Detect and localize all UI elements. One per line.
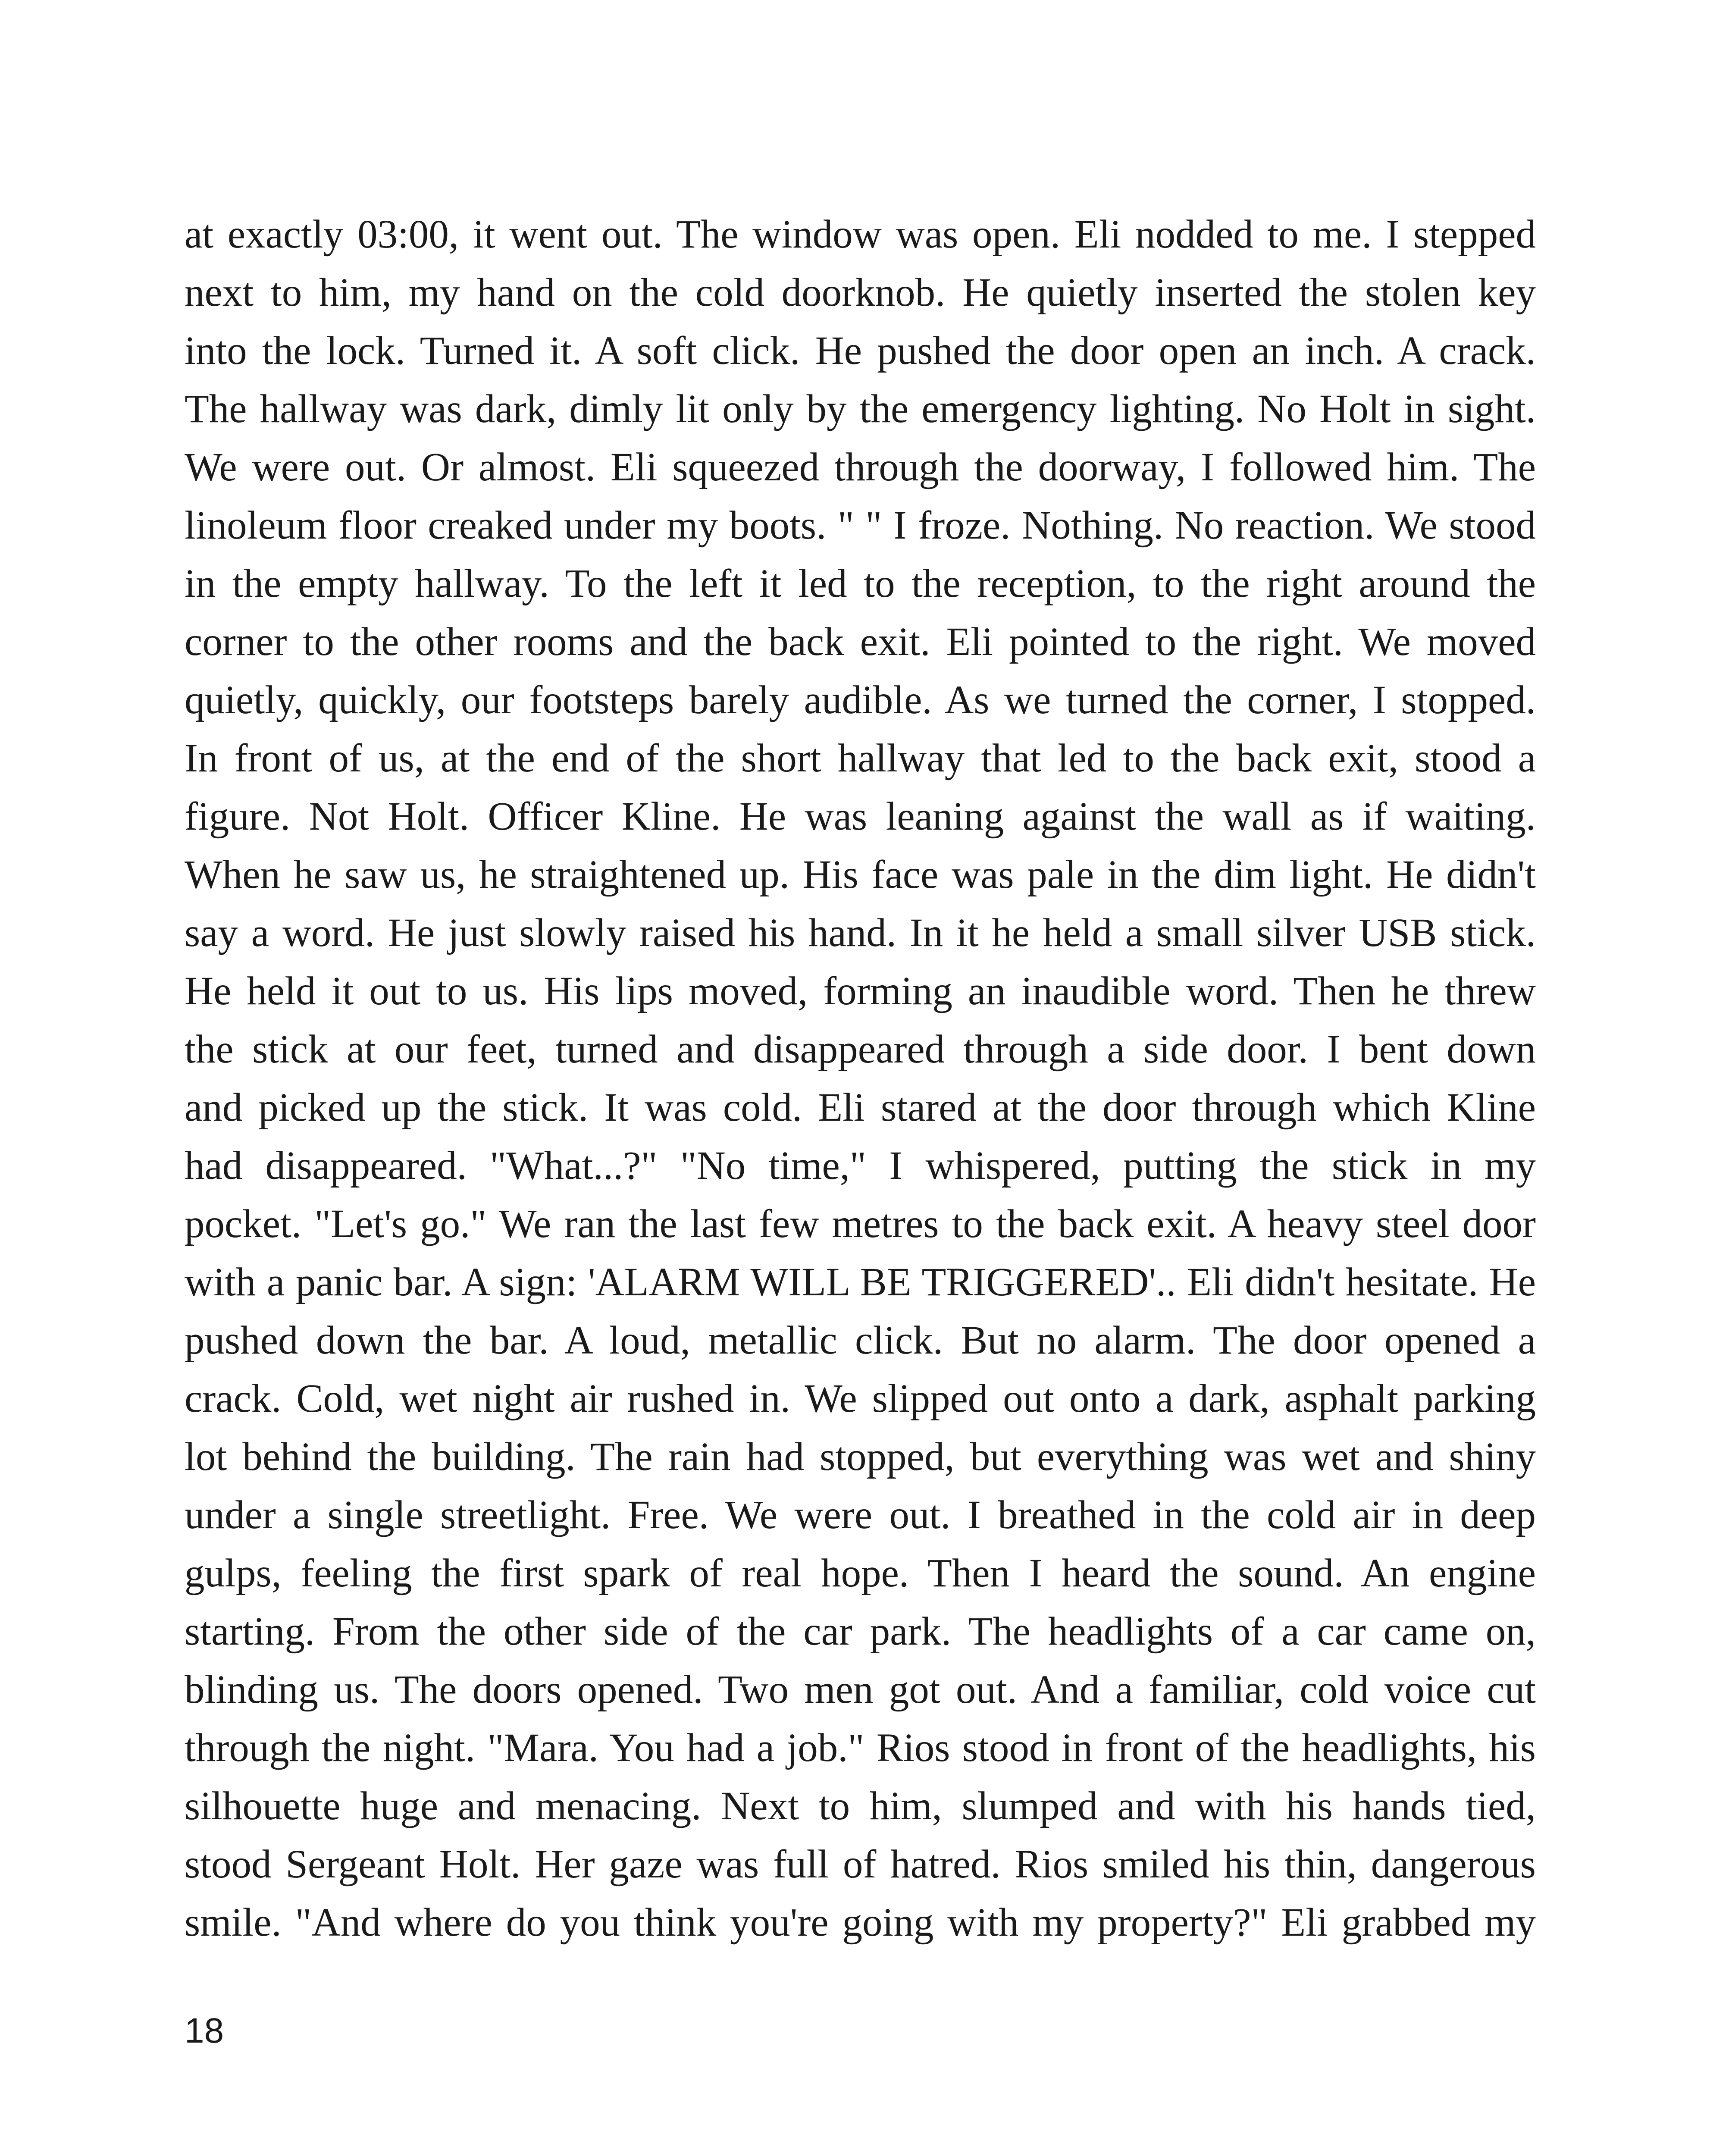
text-line: We were out. Or almost. Eli squeezed through the doorway, I followed him. The	[185, 445, 1536, 489]
text-line: at exactly 03:00, it went out. The window was open. Eli nodded to me. I stepped	[185, 212, 1536, 257]
text-line: The hallway was dark, dimly lit only by the emergency lighting. No Holt in sight.	[185, 387, 1536, 431]
text-line: into the lock. Turned it. A soft click. He pushed the door open an inch. A crack.	[185, 329, 1536, 373]
text-line: linoleum floor creaked under my boots. " " I froze. Nothing. No reaction. We stood	[185, 503, 1536, 548]
text-line: and picked up the stick. It was cold. Eli stared at the door through which Kline	[185, 1085, 1536, 1130]
text-line: blinding us. The doors opened. Two men got out. And a familiar, cold voice cut	[185, 1667, 1536, 1712]
text-line: the stick at our feet, turned and disappeared through a side door. I bent down	[185, 1027, 1536, 1072]
text-line: stood Sergeant Holt. Her gaze was full of hatred. Rios smiled his thin, dangerous	[185, 1842, 1536, 1887]
text-line: had disappeared. "What...?" "No time," I whispered, putting the stick in my	[185, 1144, 1536, 1188]
text-line: starting. From the other side of the car park. The headlights of a car came on,	[185, 1609, 1536, 1654]
body-text	[185, 205, 1536, 1952]
text-line: figure. Not Holt. Officer Kline. He was leaning against the wall as if waiting.	[185, 794, 1536, 839]
text-line: He held it out to us. His lips moved, forming an inaudible word. Then he threw	[185, 969, 1536, 1013]
text-line: quietly, quickly, our footsteps barely audible. As we turned the corner, I stopped.	[185, 678, 1536, 722]
text-line: lot behind the building. The rain had stopped, but everything was wet and shiny	[185, 1435, 1536, 1479]
text-line: in the empty hallway. To the left it led to the reception, to the right around the	[185, 561, 1536, 606]
text-line: through the night. "Mara. You had a job." Rios stood in front of the headlights, his	[185, 1726, 1536, 1770]
text-line: When he saw us, he straightened up. His face was pale in the dim light. He didn't	[185, 852, 1536, 897]
text-line: pocket. "Let's go." We ran the last few metres to the back exit. A heavy steel door	[185, 1202, 1536, 1246]
text-line: smile. "And where do you think you're going with my property?" Eli grabbed my	[185, 1900, 1536, 1945]
text-line: say a word. He just slowly raised his hand. In it he held a small silver USB stick.	[185, 911, 1536, 955]
text-line: In front of us, at the end of the short hallway that led to the back exit, stood a	[185, 736, 1536, 780]
text-line: next to him, my hand on the cold doorknob. He quietly inserted the stolen key	[185, 270, 1536, 315]
page-number: 18	[185, 2011, 224, 2050]
text-line: with a panic bar. A sign: 'ALARM WILL BE TRIGGERED'.. Eli didn't hesitate. He	[185, 1260, 1536, 1304]
text-line: corner to the other rooms and the back exit. Eli pointed to the right. We moved	[185, 620, 1536, 664]
text-line: silhouette huge and menacing. Next to him, slumped and with his hands tied,	[185, 1784, 1536, 1828]
text-line: under a single streetlight. Free. We were out. I breathed in the cold air in deep	[185, 1493, 1536, 1537]
text-line: pushed down the bar. A loud, metallic click. But no alarm. The door opened a	[185, 1318, 1536, 1363]
text-line: crack. Cold, wet night air rushed in. We slipped out onto a dark, asphalt parking	[185, 1376, 1536, 1421]
text-line: gulps, feeling the first spark of real hope. Then I heard the sound. An engine	[185, 1551, 1536, 1595]
